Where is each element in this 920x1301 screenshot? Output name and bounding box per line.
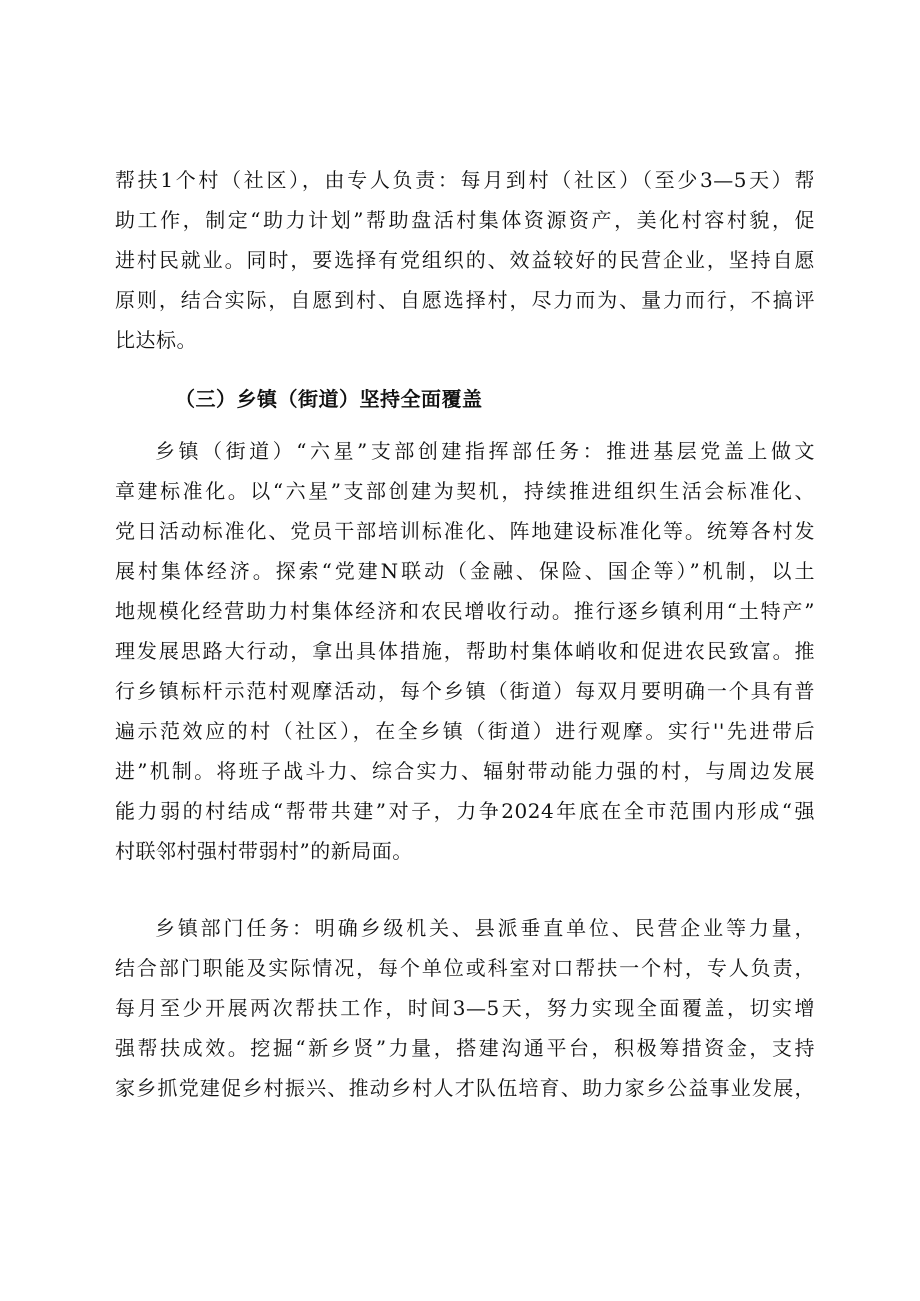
text-line: 章建标准化。以“六星”支部创建为契机，持续推进组织生活会标准化、 [115, 479, 815, 503]
paragraph-department-tasks [115, 908, 815, 1108]
text-line: 家乡抓党建促乡村振兴、推动乡村人才队伍培育、助力家乡公益事业发展， [115, 1076, 815, 1100]
text-line: 遍示范效应的村（社区），在全乡镇（街道）进行观摩。实行''先进带后 [115, 719, 815, 743]
text-line: 党日活动标准化、党员干部培训标准化、阵地建设标准化等。统筹各村发 [115, 519, 815, 543]
paragraph-township-tasks [115, 431, 815, 871]
section-heading: （三）乡镇（街道）坚持全面覆盖 [175, 387, 483, 411]
text-line: 比达标。 [115, 328, 197, 352]
text-line: 乡镇（街道）“六星”支部创建指挥部任务：推进基层党盖上做文 [155, 439, 815, 463]
text-line: 地规模化经营助力村集体经济和农民增收行动。推行逐乡镇利用“土特产” [115, 599, 815, 623]
text-line: 理发展思路大行动，拿出具体措施，帮助村集体峭收和促进农民致富。推 [115, 639, 815, 663]
text-line: 强帮扶成效。挖掘“新乡贤”力量，搭建沟通平台，积极筹措资金，支持 [115, 1036, 815, 1060]
text-line: 每月至少开展两次帮扶工作，时间3—5天，努力实现全面覆盖，切实增 [115, 996, 815, 1020]
text-line: 进”机制。将班子战斗力、综合实力、辐射带动能力强的村，与周边发展 [115, 759, 815, 783]
text-line: 村联邻村强村带弱村”的新局面。 [115, 839, 413, 863]
text-line: 乡镇部门任务：明确乡级机关、县派垂直单位、民营企业等力量， [155, 916, 815, 940]
paragraph-continuation [115, 160, 815, 360]
text-line: 原则，结合实际，自愿到村、自愿选择村，尽力而为、量力而行，不搞评 [115, 288, 815, 312]
text-line: 帮扶1个村（社区），由专人负责：每月到村（社区）（至少3—5天）帮 [115, 168, 815, 192]
text-line: 行乡镇标杆示范村观摩活动，每个乡镇（街道）每双月要明确一个具有普 [115, 679, 815, 703]
text-line: 助工作，制定“助力计划”帮助盘活村集体资源资产，美化村容村貌，促 [115, 208, 815, 232]
text-line: 能力弱的村结成“帮带共建”对子，力争2024年底在全市范围内形成“强 [115, 799, 815, 823]
text-line: 进村民就业。同时，要选择有党组织的、效益较好的民营企业，坚持自愿 [115, 248, 815, 272]
text-line: 展村集体经济。探索“党建N联动（金融、保险、国企等）”机制，以土 [115, 559, 815, 583]
text-line: 结合部门职能及实际情况，每个单位或科室对口帮扶一个村，专人负责， [115, 956, 815, 980]
